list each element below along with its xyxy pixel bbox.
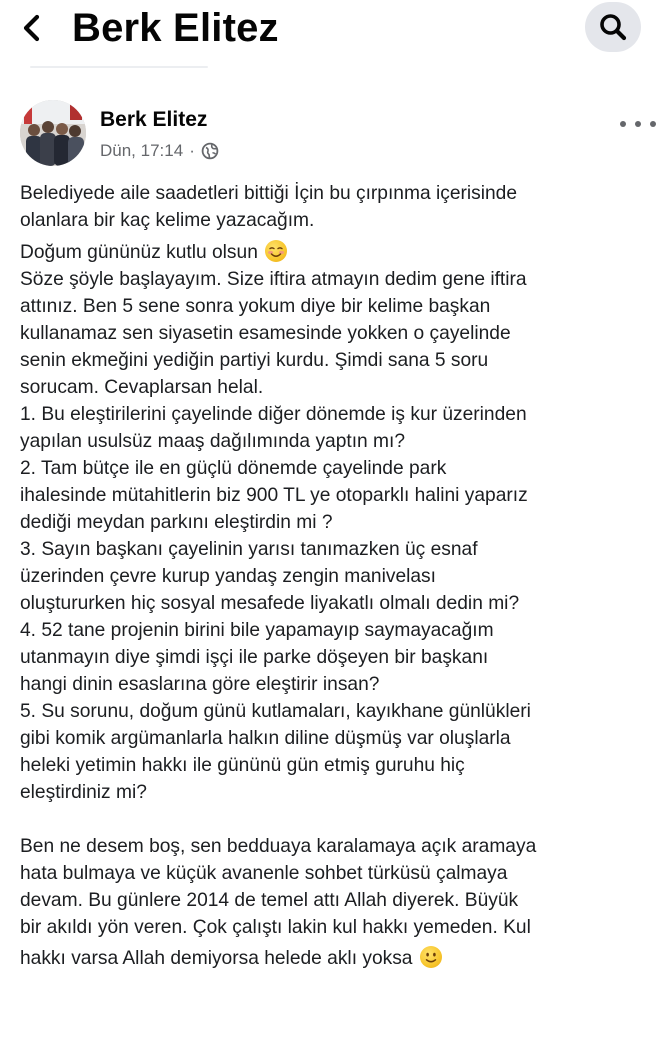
- post-header: [0, 96, 670, 176]
- post-line-with-emoji: [20, 945, 660, 972]
- post-line: gibi komik argümanlarla halkın diline düşmüş var oluşlarla: [20, 728, 511, 749]
- post-text: [20, 180, 660, 972]
- post-line: senin ekmeğini yediğin partiyi kurdu. Şimdi sana 5 soru: [20, 350, 489, 371]
- post-line: 1. Bu eleştirilerini çayelinde diğer dönemde iş kur üzerinden: [20, 404, 527, 425]
- smiling-face-with-blush-icon: [265, 240, 287, 262]
- post-line: hakkı varsa Allah demiyorsa helede aklı yoksa: [20, 948, 413, 969]
- post-timestamp[interactable]: Dün, 17:14: [100, 141, 184, 160]
- more-options-button[interactable]: [620, 114, 656, 134]
- post-line: Söze şöyle başlayayım. Size iftira atmayın dedim gene iftira: [20, 269, 527, 290]
- more-dot: [635, 121, 641, 127]
- search-icon: [598, 12, 628, 42]
- search-button[interactable]: [585, 2, 641, 52]
- more-dot: [620, 121, 626, 127]
- post-line: 4. 52 tane projenin birini bile yapamayıp saymayacağım: [20, 620, 494, 641]
- post-line: eleştirdiniz mi?: [20, 782, 147, 803]
- post-line: Doğum gününüz kutlu olsun: [20, 242, 258, 263]
- post-line: hata bulmaya ve küçük avanenle sohbet türküsü çalmaya: [20, 863, 508, 884]
- post-line: 3. Sayın başkanı çayelinin yarısı tanımazken üç esnaf: [20, 539, 478, 560]
- post-line: olanlara bir kaç kelime yazacağım.: [20, 210, 315, 231]
- avatar-photo: [20, 100, 86, 166]
- more-dot: [650, 121, 656, 127]
- post-line-with-emoji: [20, 239, 660, 266]
- post-line: ihalesinde mütahitlerin biz 900 TL ye otoparklı halini yaparız: [20, 485, 528, 506]
- post-line: 5. Su sorunu, doğum günü kutlamaları, kayıkhane günlükleri: [20, 701, 531, 722]
- avatar[interactable]: [20, 100, 86, 166]
- post-line: üzerinden çevre kurup yandaş zengin manivelası: [20, 566, 436, 587]
- post-line: hangi dinin esaslarına göre eleştirir insan?: [20, 674, 380, 695]
- header-divider: [30, 66, 208, 68]
- top-app-bar: [0, 0, 670, 56]
- post-line: attınız. Ben 5 sene sonra yokum diye bir kelime başkan: [20, 296, 491, 317]
- post-meta: [100, 140, 219, 162]
- post-line: kullanamaz sen siyasetin esamesinde yokken o çayelinde: [20, 323, 511, 344]
- post-line: dediği meydan parkını eleştirdin mi ?: [20, 512, 333, 533]
- post-line: sorucam. Cevaplarsan helal.: [20, 377, 264, 398]
- post-line: yapılan usulsüz maaş dağılımında yaptın mı?: [20, 431, 406, 452]
- slightly-smiling-face-icon: [420, 946, 442, 968]
- meta-separator: ·: [189, 141, 195, 160]
- post-line: devam. Bu günlere 2014 de temel attı Allah diyerek. Büyük: [20, 890, 519, 911]
- chevron-left-icon: [21, 13, 43, 43]
- post-line: heleki yetimin hakkı ile gününü gün etmiş guruhu hiç: [20, 755, 465, 776]
- post-line: oluştururken hiç sosyal mesafede liyakatlı olmalı dedin mi?: [20, 593, 520, 614]
- post-line: 2. Tam bütçe ile en güçlü dönemde çayelinde park: [20, 458, 447, 479]
- post-line: utanmayın diye şimdi işçi ile parke döşeyen bir başkanı: [20, 647, 489, 668]
- post-line: Belediyede aile saadetleri bittiği İçin bu çırpınma içerisinde: [20, 183, 518, 204]
- page-title: Berk Elitez: [72, 6, 279, 50]
- post-line: bir akıldı yön veren. Çok çalıştı lakin kul hakkı yemeden. Kul: [20, 917, 531, 938]
- back-button[interactable]: [14, 8, 50, 48]
- post-line: Ben ne desem boş, sen bedduaya karalamaya açık aramaya: [20, 836, 537, 857]
- post-author-name[interactable]: Berk Elitez: [100, 108, 208, 131]
- globe-icon: [201, 142, 219, 160]
